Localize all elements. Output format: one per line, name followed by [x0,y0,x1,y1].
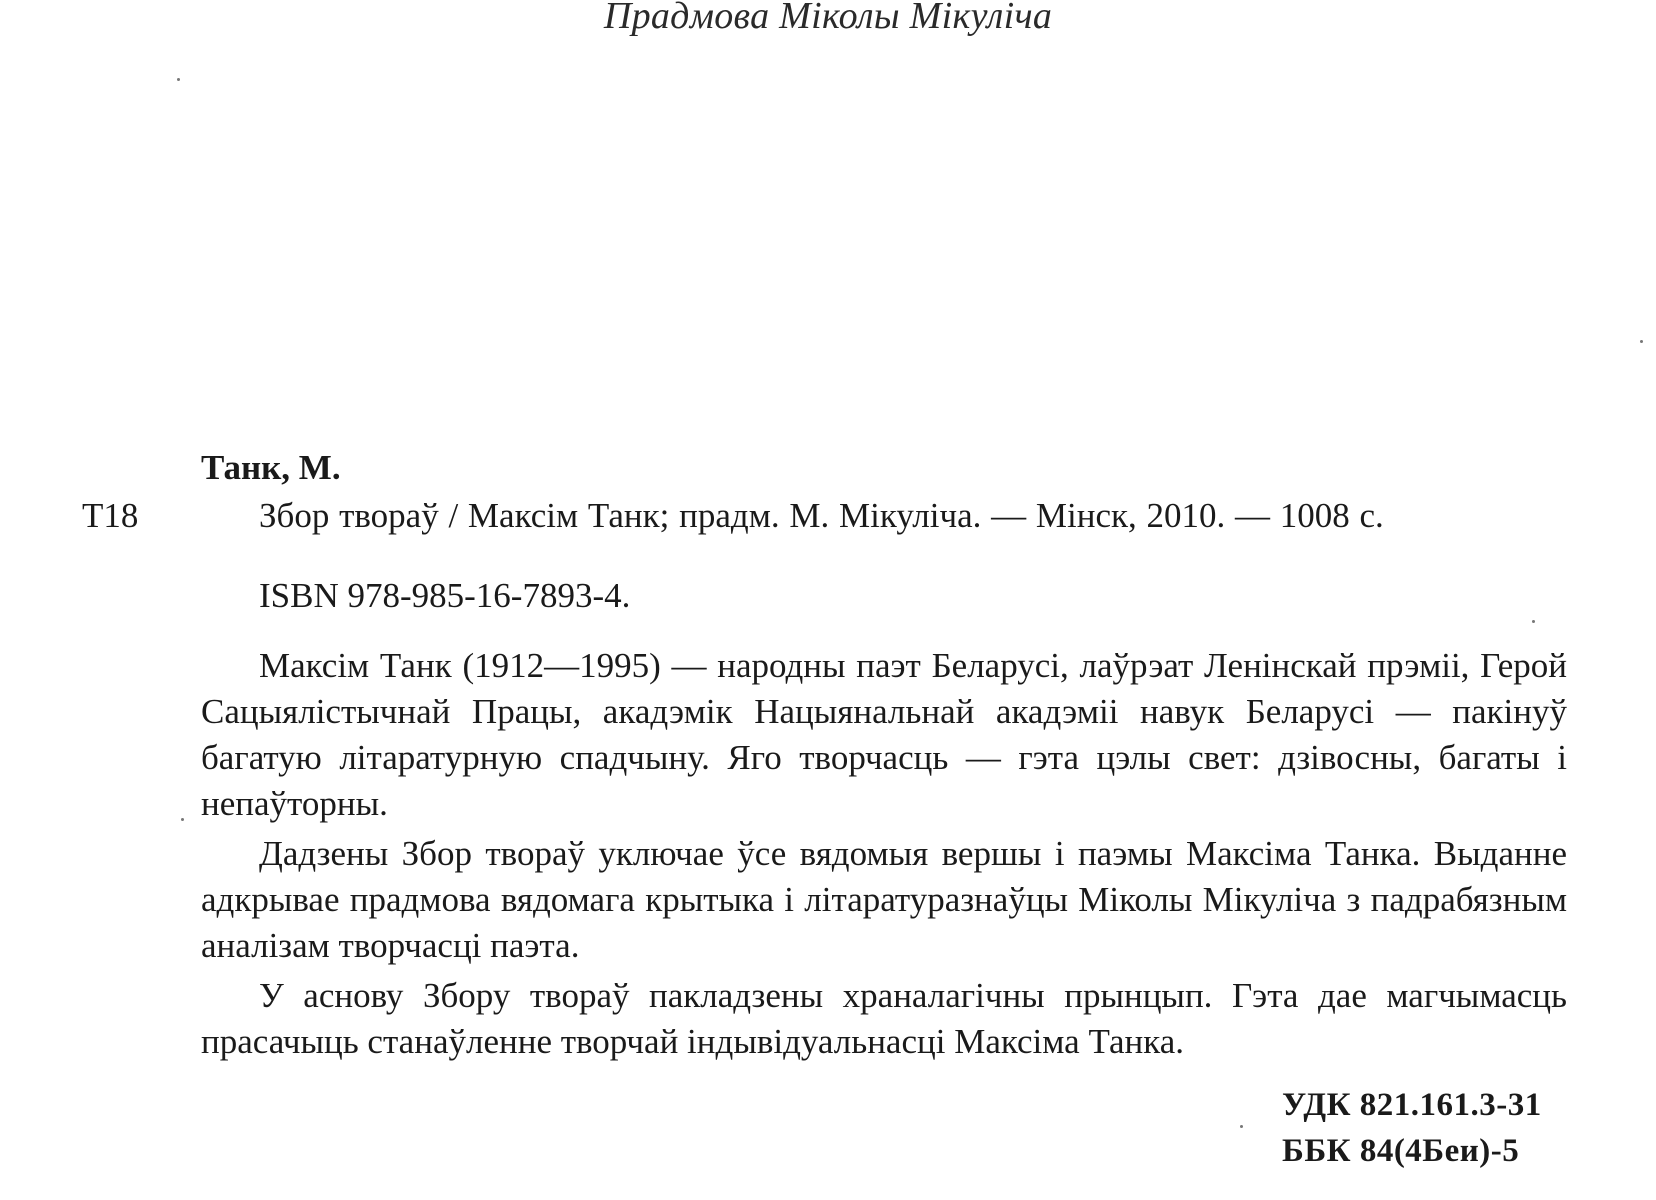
annotation-paragraph: У аснову Збору твораў пакладзены храналагічны прынцып. Гэта дае магчымасць прасачыць станаўленне творчай індывідуальнасці Максіма Танка. [201,976,1567,1061]
classification-codes [1282,1082,1542,1174]
udk-code: УДК 821.161.3-31 [1282,1087,1542,1123]
preface-credit-line: Прадмова Міколы Мікуліча [603,0,1053,37]
annotation-paragraph: Дадзены Збор твораў уключае ўсе вядомыя вершы і паэмы Максіма Танка. Выданне адкрывае прадмова вядомага крытыка і літаратуразнаўцы Міколы Мікуліча з падрабязным аналізам творчасці паэта. [201,834,1567,965]
isbn-line: ISBN 978-985-16-7893-4. [259,576,631,615]
cutter-number: Т18 [82,496,139,535]
bibliographic-description: Збор твораў / Максім Танк; прадм. М. Мікуліча. — Мінск, 2010. — 1008 с. [259,496,1384,535]
annotation-paragraph: Максім Танк (1912—1995) — народны паэт Беларусі, лаўрэат Ленінскай прэміі, Герой Сацыялістычнай Працы, акадэмік Нацыянальнай акадэміі навук Беларусі — пакінуў багатую літаратурную спадчыну. Яго творчасць — гэта цэлы свет: дзівосны, багаты і непаўторны. [201,646,1567,823]
author-heading: Танк, М. [201,448,341,487]
annotation [201,643,1567,1069]
scan-speck [1640,340,1643,343]
scan-speck [1240,1125,1243,1128]
scan-speck [1532,620,1535,623]
scan-speck [177,78,180,81]
scan-speck [181,818,184,821]
bbk-code: ББК 84(4Беи)-5 [1282,1133,1520,1169]
